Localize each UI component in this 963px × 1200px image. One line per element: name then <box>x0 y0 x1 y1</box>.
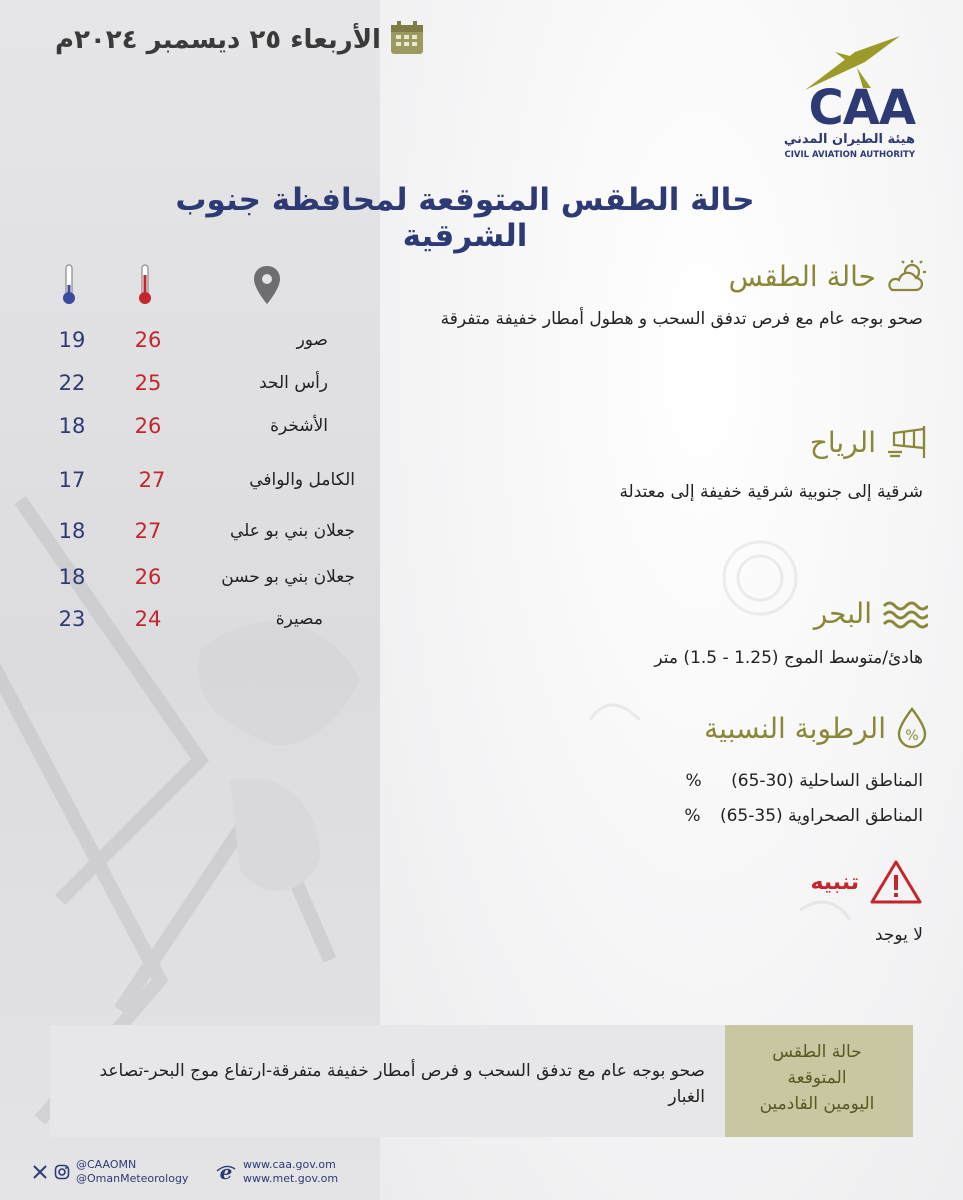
svg-text:e: e <box>219 1161 233 1183</box>
wind-label: الرياح <box>809 425 876 459</box>
humidity-desert <box>684 806 923 826</box>
outlook-text: صحو بوجه عام مع تدفق السحب و فرص أمطار خفيفة متفرقة-ارتفاع موج البحر-تصاعد الغبار <box>99 1061 705 1107</box>
city-name: الأشخرة <box>270 416 328 436</box>
wind-text: شرقية إلى جنوبية شرقية خفيفة إلى معتدلة <box>619 482 923 502</box>
wind-section-header <box>810 424 928 460</box>
warning-icon <box>869 858 923 906</box>
website-2[interactable]: www.met.gov.om <box>243 1172 339 1185</box>
social-handle-1[interactable]: @CAAOMN <box>76 1158 137 1171</box>
date-bar <box>55 20 425 60</box>
humidity-coastal-unit: % <box>685 771 702 791</box>
alert-text: لا يوجد <box>874 925 923 945</box>
caa-logo <box>755 32 915 160</box>
sea-section-header <box>814 597 928 630</box>
location-pin-icon <box>252 265 282 305</box>
social-links <box>32 1158 188 1186</box>
city-min-temp: 18 <box>58 565 86 589</box>
weather-text: صحو بوجه عام مع فرص تدفق السحب و هطول أمطار خفيفة متفرقة <box>440 309 923 329</box>
website-1[interactable]: www.caa.gov.om <box>243 1158 336 1171</box>
humidity-desert-text: المناطق الصحراوية (35-65) <box>719 806 923 826</box>
social-handle-2[interactable]: @OmanMeteorology <box>76 1172 189 1185</box>
windsock-icon <box>886 424 928 460</box>
web-e-icon <box>215 1161 237 1183</box>
outlook-tag-line3: اليومين القادمين <box>759 1094 875 1114</box>
city-name: جعلان بني بو علي <box>229 521 355 541</box>
city-name: صور <box>296 330 328 350</box>
humidity-section-header <box>704 707 928 749</box>
city-name: مصيرة <box>275 609 323 629</box>
logo-english-text: CIVIL AVIATION AUTHORITY <box>784 150 915 160</box>
left-panel-bg <box>0 0 380 1200</box>
logo-arabic-text: هيئة الطيران المدني <box>783 132 915 147</box>
city-max-temp: 26 <box>134 565 162 589</box>
calendar-icon <box>389 20 425 60</box>
city-name: جعلان بني بو حسن <box>221 567 355 587</box>
city-min-temp: 19 <box>58 328 86 352</box>
humidity-desert-unit: % <box>684 806 701 826</box>
svg-text:%: % <box>905 728 919 744</box>
city-max-temp: 26 <box>134 414 162 438</box>
outlook-tag-line1: حالة الطقس <box>772 1042 862 1062</box>
city-name: رأس الحد <box>259 373 328 393</box>
thermometer-max-icon <box>137 263 153 305</box>
weather-section-header <box>729 258 928 294</box>
city-name: الكامل والوافي <box>249 470 355 490</box>
web-links <box>215 1158 338 1186</box>
alert-label: تنبيه <box>810 869 859 895</box>
outlook-tag-text <box>737 1039 897 1117</box>
page-title: حالة الطقس المتوقعة لمحافظة جنوب الشرقية <box>175 182 755 254</box>
city-min-temp: 18 <box>58 414 86 438</box>
city-max-temp: 26 <box>134 328 162 352</box>
sea-text: هادئ/متوسط الموج (1.25 - 1.5) متر <box>654 648 923 668</box>
alert-section-header <box>810 858 923 906</box>
outlook-tag-line2: المتوقعة <box>787 1068 847 1088</box>
waves-icon <box>882 598 928 630</box>
instagram-icon[interactable] <box>54 1164 70 1180</box>
humidity-coastal-text: المناطق الساحلية (30-65) <box>731 771 923 791</box>
partly-cloudy-icon <box>886 258 928 294</box>
humidity-coastal <box>686 771 923 791</box>
city-max-temp: 27 <box>138 468 166 492</box>
date-text: الأربعاء ٢٥ ديسمبر ٢٠٢٤م <box>55 25 381 55</box>
city-max-temp: 24 <box>134 607 162 631</box>
thermometer-min-icon <box>61 263 77 305</box>
x-icon[interactable] <box>32 1164 48 1180</box>
city-min-temp: 22 <box>58 371 86 395</box>
city-max-temp: 25 <box>134 371 162 395</box>
city-min-temp: 23 <box>58 607 86 631</box>
outlook-tag <box>725 1025 913 1137</box>
city-min-temp: 17 <box>58 468 86 492</box>
city-min-temp: 18 <box>58 519 86 543</box>
city-max-temp: 27 <box>134 519 162 543</box>
humidity-label: الرطوبة النسبية <box>704 711 886 745</box>
sea-label: البحر <box>813 597 872 630</box>
logo-caa-text: CAA <box>808 80 915 136</box>
weather-label: حالة الطقس <box>728 259 876 293</box>
humidity-drop-icon <box>896 707 928 749</box>
